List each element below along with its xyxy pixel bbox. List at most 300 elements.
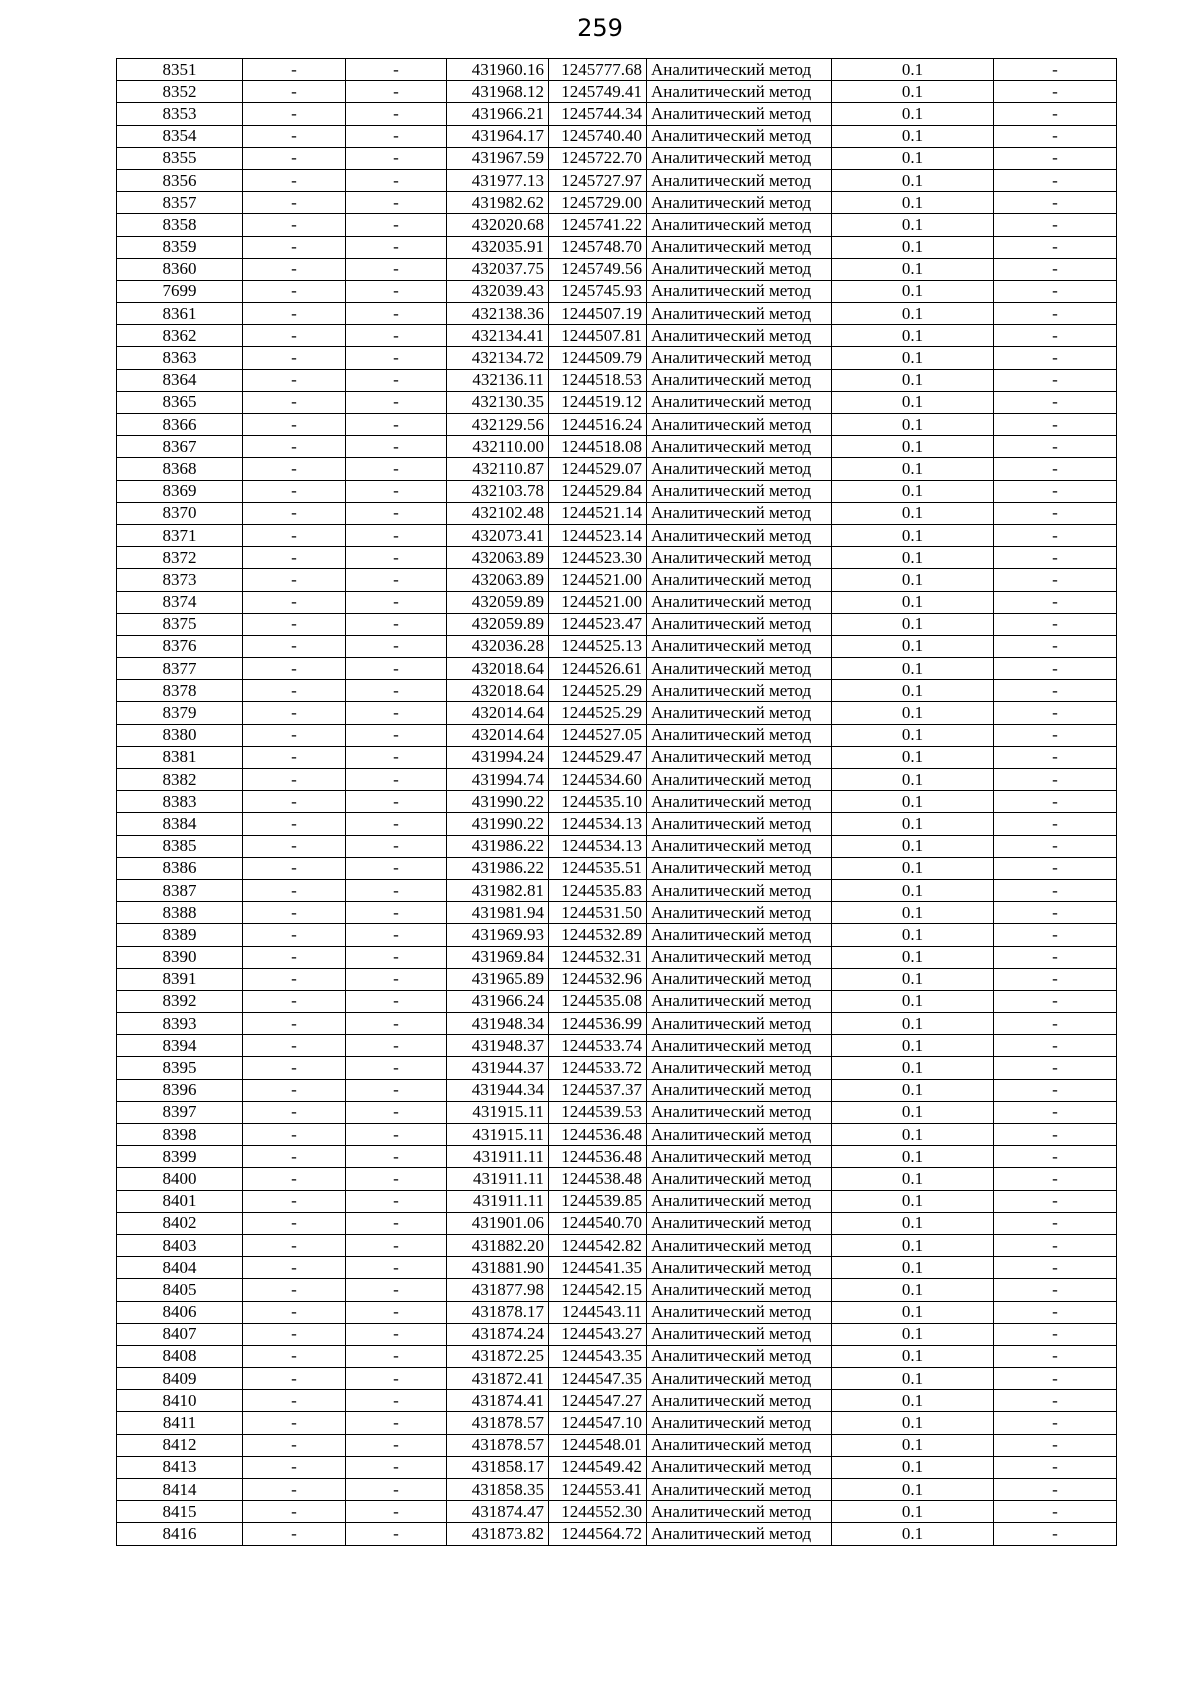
x-coordinate-cell: 431977.13	[447, 169, 549, 191]
note-cell: -	[994, 1168, 1117, 1190]
col3-cell: -	[346, 813, 447, 835]
y-coordinate-cell: 1244537.37	[549, 1079, 647, 1101]
table-row	[117, 857, 1117, 879]
table-row	[117, 1013, 1117, 1035]
col2-cell: -	[243, 1168, 346, 1190]
accuracy-cell: 0.1	[832, 1057, 994, 1079]
col2-cell: -	[243, 635, 346, 657]
note-cell: -	[994, 303, 1117, 325]
col3-cell: -	[346, 1013, 447, 1035]
note-cell: -	[994, 103, 1117, 125]
y-coordinate-cell: 1244564.72	[549, 1523, 647, 1545]
accuracy-cell: 0.1	[832, 724, 994, 746]
note-cell: -	[994, 724, 1117, 746]
accuracy-cell: 0.1	[832, 1190, 994, 1212]
method-cell: Аналитический метод	[647, 702, 832, 724]
note-cell: -	[994, 325, 1117, 347]
table-row	[117, 1301, 1117, 1323]
method-cell: Аналитический метод	[647, 1323, 832, 1345]
x-coordinate-cell: 431915.11	[447, 1124, 549, 1146]
col3-cell: -	[346, 414, 447, 436]
y-coordinate-cell: 1244507.81	[549, 325, 647, 347]
table-row	[117, 258, 1117, 280]
table-row	[117, 1257, 1117, 1279]
y-coordinate-cell: 1244538.48	[549, 1168, 647, 1190]
col3-cell: -	[346, 591, 447, 613]
method-cell: Аналитический метод	[647, 1124, 832, 1146]
note-cell: -	[994, 1146, 1117, 1168]
col2-cell: -	[243, 1079, 346, 1101]
col3-cell: -	[346, 990, 447, 1012]
col3-cell: -	[346, 1368, 447, 1390]
x-coordinate-cell: 431960.16	[447, 59, 549, 81]
col3-cell: -	[346, 125, 447, 147]
note-cell: -	[994, 946, 1117, 968]
y-coordinate-cell: 1244525.29	[549, 680, 647, 702]
col2-cell: -	[243, 879, 346, 901]
accuracy-cell: 0.1	[832, 347, 994, 369]
method-cell: Аналитический метод	[647, 1234, 832, 1256]
point-number-cell: 8415	[117, 1501, 243, 1523]
method-cell: Аналитический метод	[647, 369, 832, 391]
y-coordinate-cell: 1245749.41	[549, 81, 647, 103]
point-number-cell: 8381	[117, 746, 243, 768]
y-coordinate-cell: 1244542.82	[549, 1234, 647, 1256]
x-coordinate-cell: 432129.56	[447, 414, 549, 436]
col2-cell: -	[243, 524, 346, 546]
table-row	[117, 325, 1117, 347]
col3-cell: -	[346, 1456, 447, 1478]
accuracy-cell: 0.1	[832, 480, 994, 502]
table-row	[117, 236, 1117, 258]
table-row	[117, 303, 1117, 325]
x-coordinate-cell: 431969.84	[447, 946, 549, 968]
method-cell: Аналитический метод	[647, 569, 832, 591]
note-cell: -	[994, 347, 1117, 369]
accuracy-cell: 0.1	[832, 391, 994, 413]
accuracy-cell: 0.1	[832, 857, 994, 879]
method-cell: Аналитический метод	[647, 1013, 832, 1035]
table-row	[117, 968, 1117, 990]
accuracy-cell: 0.1	[832, 1434, 994, 1456]
col2-cell: -	[243, 325, 346, 347]
point-number-cell: 8383	[117, 791, 243, 813]
col2-cell: -	[243, 1234, 346, 1256]
table-row	[117, 1501, 1117, 1523]
accuracy-cell: 0.1	[832, 1390, 994, 1412]
x-coordinate-cell: 432014.64	[447, 724, 549, 746]
method-cell: Аналитический метод	[647, 1257, 832, 1279]
accuracy-cell: 0.1	[832, 569, 994, 591]
point-number-cell: 8364	[117, 369, 243, 391]
col2-cell: -	[243, 613, 346, 635]
table-row	[117, 1146, 1117, 1168]
note-cell: -	[994, 391, 1117, 413]
accuracy-cell: 0.1	[832, 680, 994, 702]
table-row	[117, 414, 1117, 436]
col2-cell: -	[243, 169, 346, 191]
col2-cell: -	[243, 1479, 346, 1501]
x-coordinate-cell: 432037.75	[447, 258, 549, 280]
point-number-cell: 8401	[117, 1190, 243, 1212]
note-cell: -	[994, 1234, 1117, 1256]
point-number-cell: 8361	[117, 303, 243, 325]
col2-cell: -	[243, 902, 346, 924]
accuracy-cell: 0.1	[832, 1257, 994, 1279]
x-coordinate-cell: 432073.41	[447, 524, 549, 546]
x-coordinate-cell: 432035.91	[447, 236, 549, 258]
col3-cell: -	[346, 347, 447, 369]
accuracy-cell: 0.1	[832, 1479, 994, 1501]
point-number-cell: 8352	[117, 81, 243, 103]
col2-cell: -	[243, 1057, 346, 1079]
col2-cell: -	[243, 103, 346, 125]
method-cell: Аналитический метод	[647, 391, 832, 413]
table-row	[117, 1190, 1117, 1212]
point-number-cell: 8363	[117, 347, 243, 369]
accuracy-cell: 0.1	[832, 414, 994, 436]
y-coordinate-cell: 1244535.51	[549, 857, 647, 879]
accuracy-cell: 0.1	[832, 879, 994, 901]
point-number-cell: 8402	[117, 1212, 243, 1234]
point-number-cell: 8367	[117, 436, 243, 458]
y-coordinate-cell: 1244549.42	[549, 1456, 647, 1478]
method-cell: Аналитический метод	[647, 680, 832, 702]
method-cell: Аналитический метод	[647, 990, 832, 1012]
method-cell: Аналитический метод	[647, 835, 832, 857]
col3-cell: -	[346, 236, 447, 258]
y-coordinate-cell: 1244535.83	[549, 879, 647, 901]
y-coordinate-cell: 1244523.14	[549, 524, 647, 546]
y-coordinate-cell: 1245777.68	[549, 59, 647, 81]
method-cell: Аналитический метод	[647, 214, 832, 236]
y-coordinate-cell: 1244529.47	[549, 746, 647, 768]
table-row	[117, 1101, 1117, 1123]
col2-cell: -	[243, 1279, 346, 1301]
col2-cell: -	[243, 769, 346, 791]
point-number-cell: 8403	[117, 1234, 243, 1256]
point-number-cell: 8379	[117, 702, 243, 724]
x-coordinate-cell: 431969.93	[447, 924, 549, 946]
col2-cell: -	[243, 547, 346, 569]
point-number-cell: 8368	[117, 458, 243, 480]
method-cell: Аналитический метод	[647, 1523, 832, 1545]
table-row	[117, 769, 1117, 791]
table-row	[117, 214, 1117, 236]
x-coordinate-cell: 431874.47	[447, 1501, 549, 1523]
note-cell: -	[994, 1523, 1117, 1545]
page-number: 259	[577, 14, 623, 42]
point-number-cell: 8380	[117, 724, 243, 746]
note-cell: -	[994, 1434, 1117, 1456]
col2-cell: -	[243, 1013, 346, 1035]
col2-cell: -	[243, 813, 346, 835]
table-row	[117, 347, 1117, 369]
x-coordinate-cell: 431882.20	[447, 1234, 549, 1256]
col2-cell: -	[243, 1412, 346, 1434]
point-number-cell: 8384	[117, 813, 243, 835]
col2-cell: -	[243, 192, 346, 214]
table-row	[117, 879, 1117, 901]
note-cell: -	[994, 414, 1117, 436]
table-body	[117, 59, 1117, 1546]
x-coordinate-cell: 432102.48	[447, 502, 549, 524]
point-number-cell: 8395	[117, 1057, 243, 1079]
col3-cell: -	[346, 169, 447, 191]
col3-cell: -	[346, 835, 447, 857]
table-row	[117, 1279, 1117, 1301]
y-coordinate-cell: 1244539.85	[549, 1190, 647, 1212]
note-cell: -	[994, 436, 1117, 458]
col2-cell: -	[243, 702, 346, 724]
table-row	[117, 436, 1117, 458]
point-number-cell: 8389	[117, 924, 243, 946]
point-number-cell: 8390	[117, 946, 243, 968]
note-cell: -	[994, 81, 1117, 103]
col3-cell: -	[346, 613, 447, 635]
table-row	[117, 59, 1117, 81]
method-cell: Аналитический метод	[647, 613, 832, 635]
method-cell: Аналитический метод	[647, 458, 832, 480]
table-row	[117, 746, 1117, 768]
note-cell: -	[994, 1212, 1117, 1234]
col3-cell: -	[346, 458, 447, 480]
table-row	[117, 724, 1117, 746]
table-row	[117, 369, 1117, 391]
y-coordinate-cell: 1244552.30	[549, 1501, 647, 1523]
col3-cell: -	[346, 1279, 447, 1301]
x-coordinate-cell: 431981.94	[447, 902, 549, 924]
col3-cell: -	[346, 569, 447, 591]
point-number-cell: 8388	[117, 902, 243, 924]
table-row	[117, 1168, 1117, 1190]
y-coordinate-cell: 1244539.53	[549, 1101, 647, 1123]
col3-cell: -	[346, 1212, 447, 1234]
accuracy-cell: 0.1	[832, 280, 994, 302]
note-cell: -	[994, 1057, 1117, 1079]
table-row	[117, 103, 1117, 125]
x-coordinate-cell: 431873.82	[447, 1523, 549, 1545]
x-coordinate-cell: 431874.41	[447, 1390, 549, 1412]
point-number-cell: 8362	[117, 325, 243, 347]
note-cell: -	[994, 591, 1117, 613]
table-row	[117, 791, 1117, 813]
col2-cell: -	[243, 236, 346, 258]
point-number-cell: 8412	[117, 1434, 243, 1456]
point-number-cell: 8405	[117, 1279, 243, 1301]
note-cell: -	[994, 569, 1117, 591]
note-cell: -	[994, 1345, 1117, 1367]
x-coordinate-cell: 431965.89	[447, 968, 549, 990]
accuracy-cell: 0.1	[832, 1035, 994, 1057]
method-cell: Аналитический метод	[647, 879, 832, 901]
method-cell: Аналитический метод	[647, 746, 832, 768]
col3-cell: -	[346, 1168, 447, 1190]
col2-cell: -	[243, 1257, 346, 1279]
note-cell: -	[994, 1479, 1117, 1501]
col2-cell: -	[243, 746, 346, 768]
col3-cell: -	[346, 1035, 447, 1057]
point-number-cell: 8353	[117, 103, 243, 125]
method-cell: Аналитический метод	[647, 192, 832, 214]
col2-cell: -	[243, 1035, 346, 1057]
x-coordinate-cell: 431881.90	[447, 1257, 549, 1279]
accuracy-cell: 0.1	[832, 791, 994, 813]
table-row	[117, 1390, 1117, 1412]
x-coordinate-cell: 432059.89	[447, 591, 549, 613]
col2-cell: -	[243, 1456, 346, 1478]
col2-cell: -	[243, 147, 346, 169]
method-cell: Аналитический метод	[647, 59, 832, 81]
x-coordinate-cell: 431964.17	[447, 125, 549, 147]
method-cell: Аналитический метод	[647, 125, 832, 147]
col2-cell: -	[243, 1368, 346, 1390]
col2-cell: -	[243, 857, 346, 879]
method-cell: Аналитический метод	[647, 147, 832, 169]
col2-cell: -	[243, 59, 346, 81]
col3-cell: -	[346, 1523, 447, 1545]
table-row	[117, 1479, 1117, 1501]
note-cell: -	[994, 524, 1117, 546]
accuracy-cell: 0.1	[832, 658, 994, 680]
x-coordinate-cell: 431872.25	[447, 1345, 549, 1367]
x-coordinate-cell: 431986.22	[447, 835, 549, 857]
note-cell: -	[994, 502, 1117, 524]
point-number-cell: 8393	[117, 1013, 243, 1035]
point-number-cell: 8365	[117, 391, 243, 413]
col3-cell: -	[346, 1501, 447, 1523]
point-number-cell: 8358	[117, 214, 243, 236]
accuracy-cell: 0.1	[832, 258, 994, 280]
table-row	[117, 458, 1117, 480]
point-number-cell: 8370	[117, 502, 243, 524]
accuracy-cell: 0.1	[832, 946, 994, 968]
note-cell: -	[994, 280, 1117, 302]
table-row	[117, 680, 1117, 702]
note-cell: -	[994, 1323, 1117, 1345]
accuracy-cell: 0.1	[832, 990, 994, 1012]
y-coordinate-cell: 1244531.50	[549, 902, 647, 924]
table-row	[117, 924, 1117, 946]
col3-cell: -	[346, 1257, 447, 1279]
col2-cell: -	[243, 81, 346, 103]
col2-cell: -	[243, 480, 346, 502]
method-cell: Аналитический метод	[647, 1079, 832, 1101]
y-coordinate-cell: 1244516.24	[549, 414, 647, 436]
method-cell: Аналитический метод	[647, 924, 832, 946]
method-cell: Аналитический метод	[647, 968, 832, 990]
x-coordinate-cell: 431990.22	[447, 813, 549, 835]
note-cell: -	[994, 480, 1117, 502]
accuracy-cell: 0.1	[832, 1501, 994, 1523]
y-coordinate-cell: 1244543.11	[549, 1301, 647, 1323]
x-coordinate-cell: 432134.41	[447, 325, 549, 347]
y-coordinate-cell: 1244540.70	[549, 1212, 647, 1234]
y-coordinate-cell: 1244548.01	[549, 1434, 647, 1456]
col3-cell: -	[346, 1124, 447, 1146]
accuracy-cell: 0.1	[832, 1168, 994, 1190]
x-coordinate-cell: 431944.34	[447, 1079, 549, 1101]
x-coordinate-cell: 431966.21	[447, 103, 549, 125]
col3-cell: -	[346, 746, 447, 768]
method-cell: Аналитический метод	[647, 1168, 832, 1190]
x-coordinate-cell: 431982.81	[447, 879, 549, 901]
y-coordinate-cell: 1244525.29	[549, 702, 647, 724]
note-cell: -	[994, 192, 1117, 214]
point-number-cell: 8354	[117, 125, 243, 147]
x-coordinate-cell: 431911.11	[447, 1146, 549, 1168]
point-number-cell: 8372	[117, 547, 243, 569]
accuracy-cell: 0.1	[832, 968, 994, 990]
x-coordinate-cell: 431901.06	[447, 1212, 549, 1234]
x-coordinate-cell: 431967.59	[447, 147, 549, 169]
accuracy-cell: 0.1	[832, 924, 994, 946]
x-coordinate-cell: 431911.11	[447, 1190, 549, 1212]
table-row	[117, 81, 1117, 103]
col2-cell: -	[243, 1390, 346, 1412]
coordinates-table	[116, 58, 1117, 1546]
accuracy-cell: 0.1	[832, 103, 994, 125]
table-row	[117, 547, 1117, 569]
x-coordinate-cell: 431872.41	[447, 1368, 549, 1390]
point-number-cell: 8394	[117, 1035, 243, 1057]
point-number-cell: 8360	[117, 258, 243, 280]
note-cell: -	[994, 702, 1117, 724]
accuracy-cell: 0.1	[832, 1124, 994, 1146]
y-coordinate-cell: 1244519.12	[549, 391, 647, 413]
table-row	[117, 524, 1117, 546]
y-coordinate-cell: 1245741.22	[549, 214, 647, 236]
method-cell: Аналитический метод	[647, 1301, 832, 1323]
table-row	[117, 1412, 1117, 1434]
accuracy-cell: 0.1	[832, 436, 994, 458]
table-row	[117, 702, 1117, 724]
table-row	[117, 1212, 1117, 1234]
x-coordinate-cell: 432020.68	[447, 214, 549, 236]
x-coordinate-cell: 432130.35	[447, 391, 549, 413]
col3-cell: -	[346, 436, 447, 458]
y-coordinate-cell: 1244529.07	[549, 458, 647, 480]
note-cell: -	[994, 125, 1117, 147]
point-number-cell: 8371	[117, 524, 243, 546]
col2-cell: -	[243, 591, 346, 613]
table-row	[117, 1434, 1117, 1456]
note-cell: -	[994, 769, 1117, 791]
method-cell: Аналитический метод	[647, 1434, 832, 1456]
x-coordinate-cell: 432138.36	[447, 303, 549, 325]
col2-cell: -	[243, 303, 346, 325]
col3-cell: -	[346, 1323, 447, 1345]
note-cell: -	[994, 1279, 1117, 1301]
y-coordinate-cell: 1244507.19	[549, 303, 647, 325]
y-coordinate-cell: 1244543.35	[549, 1345, 647, 1367]
y-coordinate-cell: 1244521.00	[549, 591, 647, 613]
method-cell: Аналитический метод	[647, 946, 832, 968]
table-row	[117, 658, 1117, 680]
col2-cell: -	[243, 347, 346, 369]
accuracy-cell: 0.1	[832, 147, 994, 169]
y-coordinate-cell: 1244518.53	[549, 369, 647, 391]
x-coordinate-cell: 432018.64	[447, 680, 549, 702]
x-coordinate-cell: 431968.12	[447, 81, 549, 103]
col3-cell: -	[346, 946, 447, 968]
accuracy-cell: 0.1	[832, 1212, 994, 1234]
note-cell: -	[994, 59, 1117, 81]
y-coordinate-cell: 1244532.31	[549, 946, 647, 968]
method-cell: Аналитический метод	[647, 280, 832, 302]
x-coordinate-cell: 432036.28	[447, 635, 549, 657]
method-cell: Аналитический метод	[647, 1212, 832, 1234]
